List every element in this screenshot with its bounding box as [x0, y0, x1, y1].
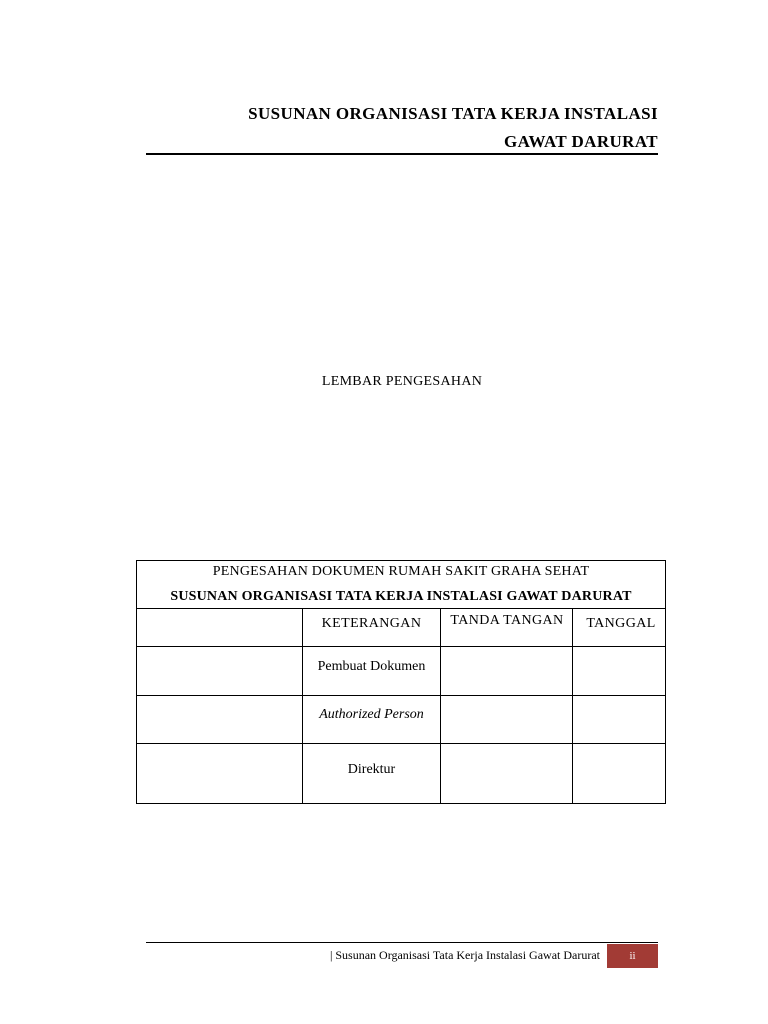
row-keterangan-direktur: Direktur	[347, 762, 396, 777]
page-number-badge: ii	[607, 944, 658, 968]
footer-document-title: | Susunan Organisasi Tata Kerja Instalasi Gawat Darurat	[329, 948, 600, 962]
table-hline	[137, 608, 665, 609]
row-keterangan-authorized-person: Authorized Person	[319, 707, 424, 722]
table-hline	[137, 695, 665, 696]
column-header-tanggal: TANGGAL	[586, 616, 656, 631]
approval-table	[136, 560, 666, 804]
header-title-line-1: SUSUNAN ORGANISASI TATA KERJA INSTALASI	[248, 104, 658, 123]
lembar-pengesahan-title: LEMBAR PENGESAHAN	[321, 374, 483, 389]
footer-rule	[146, 942, 658, 943]
table-hline	[137, 743, 665, 744]
table-caption-line-1: PENGESAHAN DOKUMEN RUMAH SAKIT GRAHA SEHAT	[212, 564, 590, 579]
table-caption-line-2: SUSUNAN ORGANISASI TATA KERJA INSTALASI GAWAT DARURAT	[170, 589, 632, 604]
column-header-keterangan: KETERANGAN	[321, 616, 422, 631]
row-keterangan-pembuat-dokumen: Pembuat Dokumen	[317, 659, 426, 674]
document-header-title	[146, 100, 658, 156]
header-title-line-2: GAWAT DARURAT	[504, 132, 658, 151]
table-hline	[137, 646, 665, 647]
header-rule	[146, 153, 658, 155]
column-header-tanda-tangan: TANDA TANGAN	[450, 613, 564, 628]
